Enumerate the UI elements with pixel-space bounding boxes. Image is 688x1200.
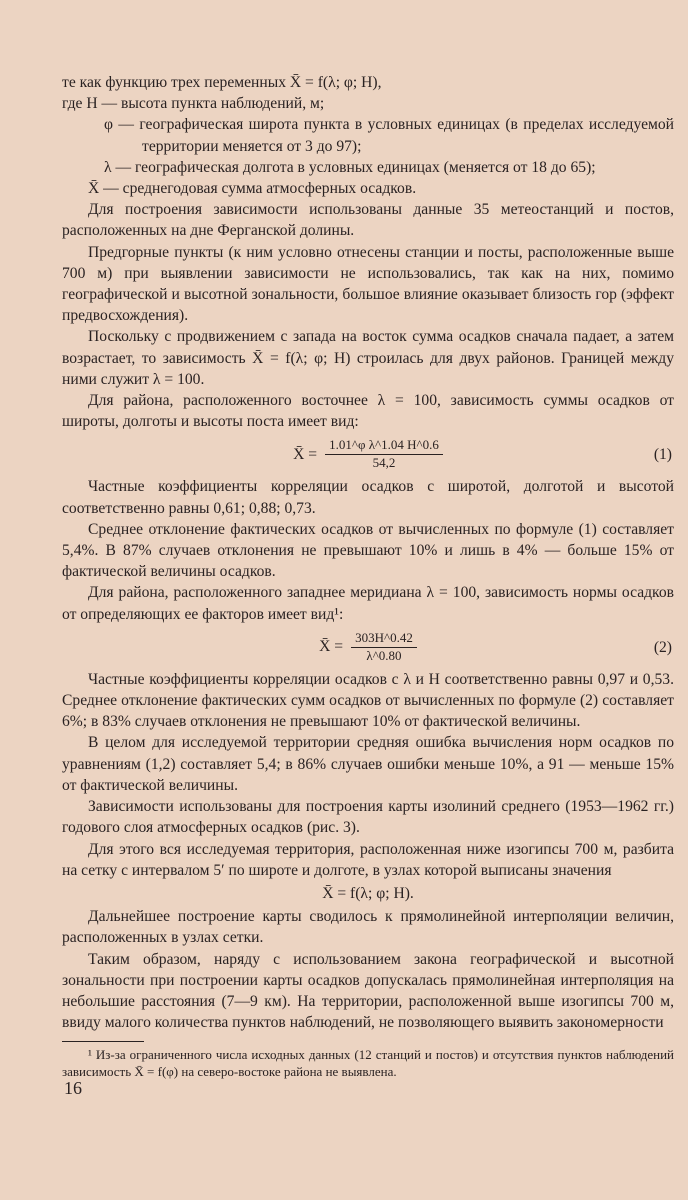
paragraph: Частные коэффициенты корреляции осадков с широтой, долготой и высотой соответственно равны 0,61; 0,88; 0,73. [62, 478, 674, 517]
paragraph: В целом для исследуемой территории средняя ошибка вычисления норм осадков по уравнениям (1,2) составляет 5,4; в 86% случаев ошибки меньше 10%, а 91 — меньше 15% от фактической величины. [62, 734, 674, 794]
paragraph: Таким образом, наряду с использованием закона географической и высотной зональности при построении карты осадков допускалась прямолинейная интерполяция на небольшие расстояния (7—9 км). На территории, расположенной выше изогипсы 700 м, ввиду малого количества пунктов наблюдений, не позволяющего выявить закономерности [62, 950, 674, 1032]
formula-1 [62, 432, 674, 476]
formula-lhs: X̄ = [293, 445, 318, 463]
formula-denominator: λ^0.80 [366, 647, 402, 663]
formula-2 [62, 625, 674, 669]
formula-denominator: 54,2 [372, 455, 396, 471]
paragraph: Поскольку с продвижением с запада на восток сумма осадков сначала падает, а затем возрастает, то зависимость X̄ = f(λ; φ; H) строилась для двух районов. Границей между ними служит λ = 100. [62, 328, 674, 388]
equation-number: (1) [653, 446, 672, 464]
equation-number: (2) [653, 638, 672, 656]
formula-numerator: 303H^0.42 [351, 630, 417, 648]
page-number: 16 [64, 1078, 82, 1098]
paragraph: Для этого вся исследуемая территория, расположенная ниже изогипсы 700 м, разбита на сетку с интервалом 5′ по широте и долготе, в узлах которой выписаны значения [62, 840, 674, 879]
text-line: где H — высота пункта наблюдений, м; [62, 95, 325, 113]
paragraph: Дальнейшее построение карты сводилось к прямолинейной интерполяции величин, расположенных в узлах сетки. [62, 908, 674, 947]
paragraph: Среднее отклонение фактических осадков от вычисленных по формуле (1) составляет 5,4%. В 87% случаев отклонения не превышают 10% и лишь в 4% — больше 15% от фактической величины осадков. [62, 520, 674, 581]
footnote: ¹ Из-за ограниченного числа исходных данных (12 станций и постов) и отсутствия пунктов наблюдений зависимость X̄ = f(φ) на северо-востоке района не выявлена. [62, 1047, 674, 1080]
footnote-divider [62, 1041, 144, 1042]
text-line: те как функцию трех переменных X̄ = f(λ; φ; H), [62, 74, 382, 91]
paragraph: Предгорные пункты (к ним условно отнесены станции и посты, расположенные выше 700 м) при выявлении зависимости не использовались, так как на них, помимо географической и высотной зональности, большое влияние оказывает близость гор (эффект предвосхождения). [62, 243, 674, 325]
paragraph: Зависимости использованы для построения карты изолиний среднего (1953—1962 гг.) годового слоя атмосферных осадков (рис. 3). [62, 798, 674, 837]
page-body [62, 72, 674, 1080]
paragraph: Частные коэффициенты корреляции осадков с λ и H соответственно равны 0,97 и 0,53. Среднее отклонение фактических сумм осадков от вычисленных по формуле (2) составляет 6%; в 83% случаев отклонения не превышают 10% от фактической величины. [62, 670, 674, 731]
paragraph: Для построения зависимости использованы данные 35 метеостанций и постов, расположенных на дне Ферганской долины. [62, 201, 674, 240]
definition-phi: φ — географическая широта пункта в условных единицах (в пределах исследуемой территории меняется от 3 до 97); [104, 116, 674, 155]
definition-lambda: λ — географическая долгота в условных единицах (меняется от 18 до 65); [104, 158, 596, 176]
paragraph: Для района, расположенного восточнее λ = 100, зависимость суммы осадков от широты, долготы и высоты поста имеет вид: [62, 392, 674, 431]
definition-x: X̄ — среднегодовая сумма атмосферных осадков. [88, 180, 417, 198]
formula-3: X̄ = f(λ; φ; H). [322, 884, 414, 902]
formula-numerator: 1.01^φ λ^1.04 H^0.6 [325, 437, 443, 455]
paragraph: Для района, расположенного западнее меридиана λ = 100, зависимость нормы осадков от определяющих ее факторов имеет вид¹: [62, 584, 674, 623]
formula-lhs: X̄ = [319, 638, 344, 656]
